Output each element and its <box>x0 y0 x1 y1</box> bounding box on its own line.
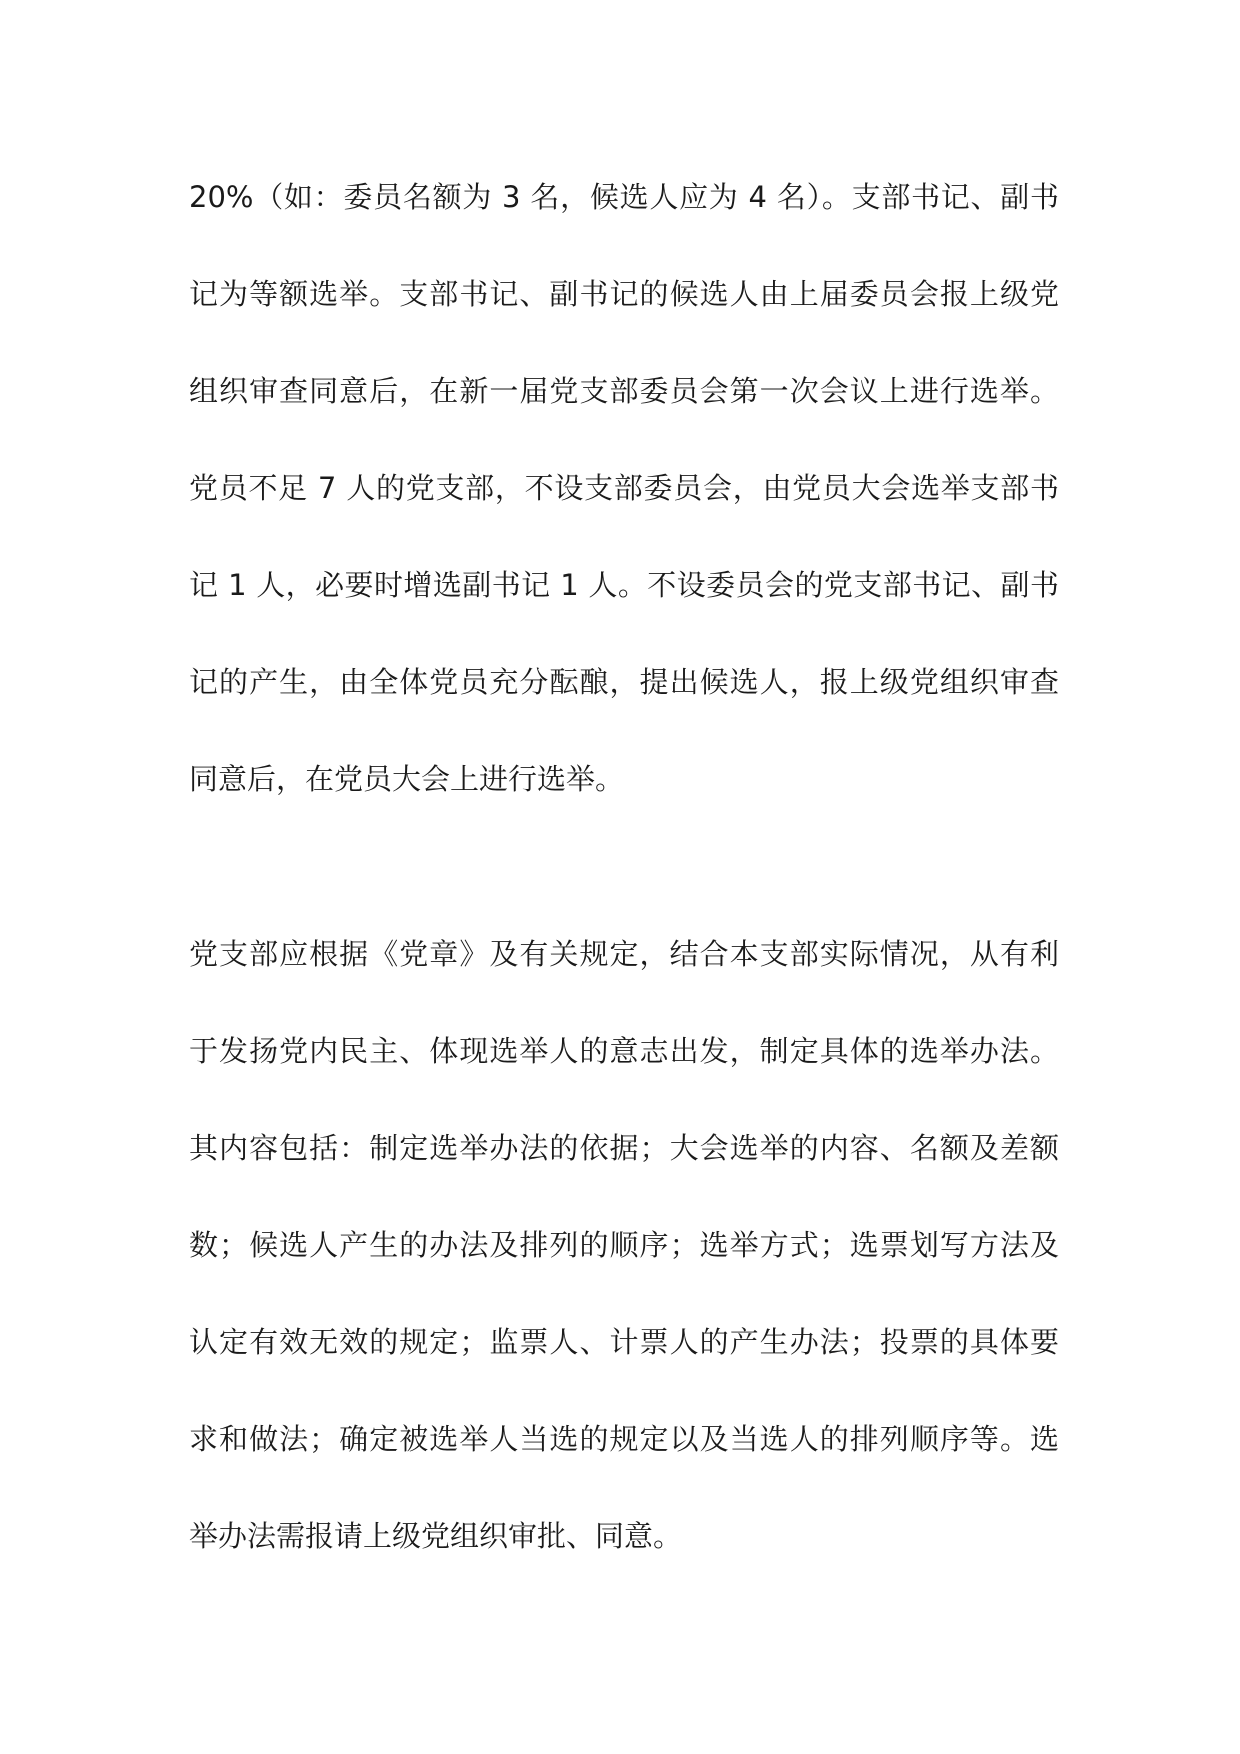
text-line: 其内容包括：制定选举办法的依据；大会选举的内容、名额及差额 <box>189 1131 1059 1165</box>
text-line: 记 1 人，必要时增选副书记 1 人。不设委员会的党支部书记、副书 <box>189 568 1059 602</box>
text-line: 同意后，在党员大会上进行选举。 <box>189 762 625 796</box>
text-line: 党支部应根据《党章》及有关规定，结合本支部实际情况，从有利 <box>189 937 1059 971</box>
text-line: 组织审查同意后，在新一届党支部委员会第一次会议上进行选举。 <box>189 374 1059 408</box>
paragraph-election-method <box>189 906 1059 1585</box>
text-line: 记的产生，由全体党员充分酝酿，提出候选人，报上级党组织审查 <box>189 665 1059 699</box>
text-line: 记为等额选举。支部书记、副书记的候选人由上届委员会报上级党 <box>189 277 1059 311</box>
text-line: 于发扬党内民主、体现选举人的意志出发，制定具体的选举办法。 <box>189 1034 1059 1068</box>
paragraph-election-quota <box>189 149 1059 828</box>
text-line: 举办法需报请上级党组织审批、同意。 <box>189 1519 683 1553</box>
text-line: 认定有效无效的规定；监票人、计票人的产生办法；投票的具体要 <box>189 1325 1059 1359</box>
text-line: 求和做法；确定被选举人当选的规定以及当选人的排列顺序等。选 <box>189 1422 1059 1456</box>
text-line: 数；候选人产生的办法及排列的顺序；选举方式；选票划写方法及 <box>189 1228 1059 1262</box>
text-line: 20%（如：委员名额为 3 名，候选人应为 4 名）。支部书记、副书 <box>189 180 1059 214</box>
text-line: 党员不足 7 人的党支部，不设支部委员会，由党员大会选举支部书 <box>189 471 1059 505</box>
